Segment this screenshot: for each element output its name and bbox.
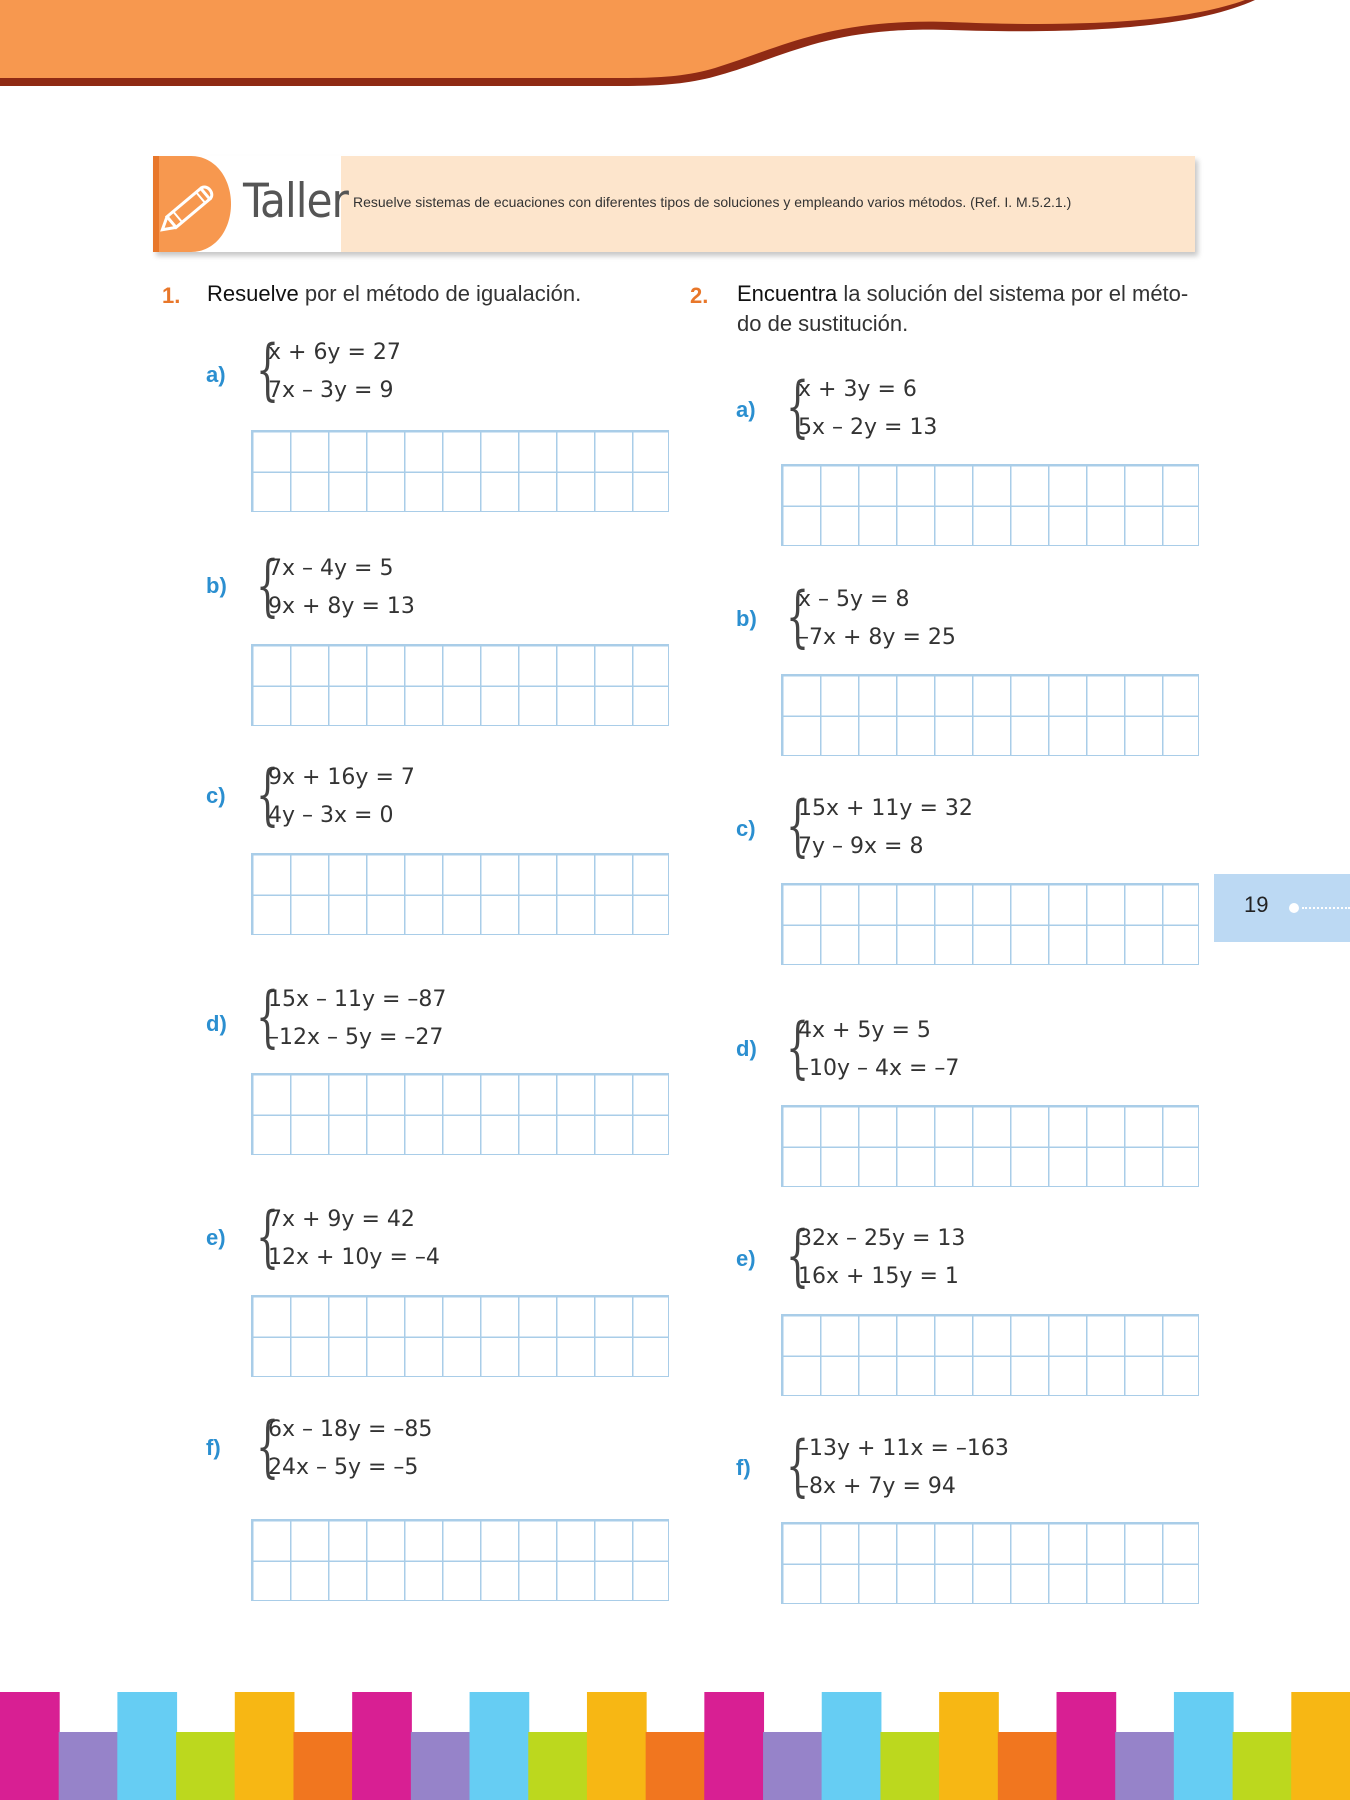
equation-1: 7x + 9y = 42: [268, 1207, 415, 1232]
exercise-2-instruction: [737, 279, 1188, 339]
pencil-icon: [153, 156, 231, 252]
equation-2: 4y – 3x = 0: [268, 803, 394, 828]
stripe: [1233, 1732, 1293, 1800]
stripe: [176, 1732, 236, 1800]
item-label: f): [736, 1455, 751, 1480]
stripe-tall: [822, 1692, 882, 1800]
item-label: d): [206, 1011, 227, 1036]
brace: {: [786, 1427, 810, 1504]
exercise-2-text-line1: la solución del sistema por el méto-: [837, 281, 1189, 306]
stripe: [59, 1732, 119, 1800]
brace: {: [256, 978, 280, 1055]
item-label: a): [206, 362, 226, 387]
brace: {: [786, 1217, 810, 1294]
equation-2: 7y – 9x = 8: [798, 834, 924, 859]
brace: {: [256, 1198, 280, 1275]
brace: {: [256, 1408, 280, 1485]
item-label: e): [206, 1225, 226, 1250]
equation-1: x + 6y = 27: [268, 340, 401, 365]
stripe-tall: [1057, 1692, 1117, 1800]
answer-grid[interactable]: [251, 644, 669, 726]
equation-2: 12x + 10y = –4: [268, 1245, 440, 1270]
stripe-tall: [587, 1692, 647, 1800]
item-label: d): [736, 1036, 757, 1061]
exercise-2-verb: Encuentra: [737, 281, 838, 306]
answer-grid[interactable]: [251, 430, 669, 512]
item-label: c): [736, 816, 756, 841]
brace: {: [786, 578, 810, 655]
equation-1: 4x + 5y = 5: [798, 1018, 931, 1043]
equation-2: –12x – 5y = –27: [268, 1025, 444, 1050]
answer-grid[interactable]: [781, 674, 1199, 756]
bottom-stripes: [0, 1692, 1350, 1800]
equation-2: 24x – 5y = –5: [268, 1455, 419, 1480]
stripe: [1115, 1732, 1175, 1800]
exercise-1-instruction: [207, 279, 581, 309]
brace: {: [256, 547, 280, 624]
answer-grid[interactable]: [251, 1073, 669, 1155]
brace: {: [786, 787, 810, 864]
answer-grid[interactable]: [781, 1522, 1199, 1604]
equation-1: 15x – 11y = –87: [268, 987, 447, 1012]
equation-1: 6x – 18y = –85: [268, 1417, 433, 1442]
page-dot: [1289, 903, 1299, 913]
equation-2: –10y – 4x = –7: [798, 1056, 960, 1081]
brace: {: [256, 756, 280, 833]
exercise-1-number: 1.: [162, 283, 181, 308]
page-dots-line: [1302, 907, 1350, 909]
brace: {: [786, 1009, 810, 1086]
answer-grid[interactable]: [781, 464, 1199, 546]
stripe-tall: [470, 1692, 530, 1800]
taller-description: Resuelve sistemas de ecuaciones con diferentes tipos de soluciones y empleando varios métodos. (Ref. I. M.5.2.1.): [353, 194, 1072, 210]
equation-2: 16x + 15y = 1: [798, 1264, 959, 1289]
equation-1: x + 3y = 6: [798, 377, 917, 402]
exercise-2-number: 2.: [690, 283, 709, 308]
stripe-tall: [235, 1692, 295, 1800]
answer-grid[interactable]: [781, 1105, 1199, 1187]
stripe-tall: [352, 1692, 412, 1800]
equation-2: –8x + 7y = 94: [798, 1474, 956, 1499]
brace: {: [786, 368, 810, 445]
stripe-tall: [0, 1692, 60, 1800]
page-number: 19: [1244, 892, 1269, 917]
stripe: [293, 1732, 353, 1800]
taller-banner: [153, 156, 1195, 252]
taller-tab: [153, 156, 348, 252]
stripe-tall: [1291, 1692, 1350, 1800]
stripe: [646, 1732, 706, 1800]
stripe: [880, 1732, 940, 1800]
brace: {: [256, 331, 280, 408]
answer-grid[interactable]: [251, 853, 669, 935]
item-label: b): [206, 573, 227, 598]
equation-2: 7x – 3y = 9: [268, 378, 394, 403]
stripe-tall: [1174, 1692, 1234, 1800]
stripe: [998, 1732, 1058, 1800]
equation-1: 9x + 16y = 7: [268, 765, 415, 790]
exercise-2-text-line2: do de sustitución.: [737, 311, 909, 336]
equation-1: 15x + 11y = 32: [798, 796, 973, 821]
stripe: [763, 1732, 823, 1800]
stripe-tall: [704, 1692, 764, 1800]
stripe: [411, 1732, 471, 1800]
stripe-tall: [939, 1692, 999, 1800]
item-label: c): [206, 783, 226, 808]
answer-grid[interactable]: [781, 1314, 1199, 1396]
item-label: f): [206, 1435, 221, 1460]
equation-1: 7x – 4y = 5: [268, 556, 394, 581]
equation-2: 9x + 8y = 13: [268, 594, 415, 619]
stripe: [528, 1732, 588, 1800]
equation-1: –13y + 11x = –163: [798, 1436, 1009, 1461]
page-number-tab: [1214, 874, 1350, 942]
exercise-1-verb: Resuelve: [207, 281, 299, 306]
exercise-1-text: por el método de igualación.: [298, 281, 582, 306]
equation-1: x – 5y = 8: [798, 587, 910, 612]
header-wave: [0, 0, 1350, 100]
answer-grid[interactable]: [251, 1519, 669, 1601]
answer-grid[interactable]: [781, 883, 1199, 965]
taller-title: Taller: [243, 174, 348, 229]
item-label: a): [736, 397, 756, 422]
answer-grid[interactable]: [251, 1295, 669, 1377]
item-label: b): [736, 606, 757, 631]
equation-1: 32x – 25y = 13: [798, 1226, 966, 1251]
equation-2: 5x – 2y = 13: [798, 415, 938, 440]
item-label: e): [736, 1246, 756, 1271]
stripe-tall: [117, 1692, 177, 1800]
equation-2: –7x + 8y = 25: [798, 625, 956, 650]
